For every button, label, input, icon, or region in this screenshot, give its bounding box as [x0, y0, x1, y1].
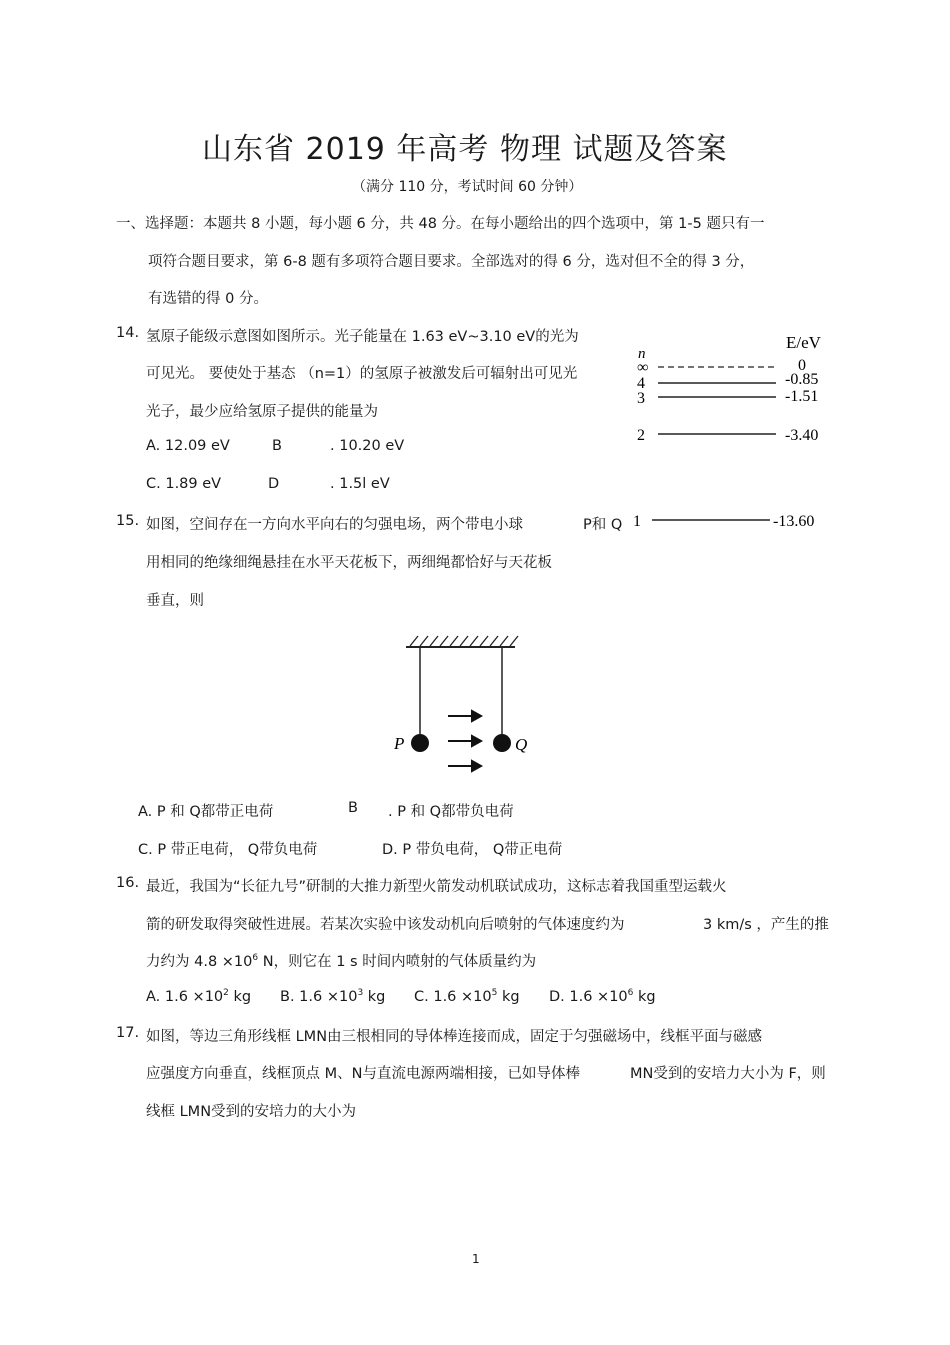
- option-c-unit: kg: [497, 988, 520, 1005]
- page-title: 山东省 2019 年高考 物理 试题及答案: [202, 132, 728, 167]
- question-17-line2-end: MN受到的安培力大小为 F，则: [630, 1066, 826, 1082]
- section-instructions-line3: 有选错的得 0 分。: [148, 291, 268, 307]
- level-energy-4: -0.85: [785, 371, 819, 388]
- question-15-line1-balls: P和 Q: [583, 517, 623, 533]
- question-15-option-b-letter: B: [348, 800, 358, 816]
- label-q: Q: [515, 735, 528, 754]
- question-14-line3: 光子，最少应给氢原子提供的能量为: [146, 404, 378, 420]
- question-16-line1: 最近，我国为“长征九号”研制的大推力新型火箭发动机联试成功，这标志着我国重型运载火: [146, 879, 727, 895]
- question-16-line2-end: 3 km/s ，产生的推: [703, 917, 829, 933]
- question-15-number: 15.: [116, 513, 140, 529]
- option-b-exponent: 3: [357, 988, 364, 998]
- level-label-2: 2: [637, 427, 645, 444]
- question-15-option-b: . P 和 Q都带负电荷: [388, 804, 514, 820]
- question-17-line2: 应强度方向垂直，线框顶点 M、N与直流电源两端相接，已如导体棒: [146, 1066, 580, 1082]
- question-15-option-c: C. P 带正电荷， Q带负电荷: [138, 842, 318, 858]
- option-d-value: D. 1.6 ×10: [549, 988, 628, 1005]
- label-p: P: [394, 734, 405, 753]
- question-17-line1: 如图，等边三角形线框 LMN由三根相同的导体棒连接而成，固定于匀强磁场中，线框平面与磁感: [146, 1029, 763, 1045]
- question-16-line3: [146, 950, 536, 971]
- option-a-exponent: 2: [223, 988, 229, 998]
- option-d-exponent: 6: [627, 988, 634, 998]
- option-a-unit: kg: [228, 988, 252, 1005]
- question-16-line2: 箭的研发取得突破性进展。若某次实验中该发动机向后喷射的气体速度约为: [146, 917, 625, 933]
- question-15-line1: 如图，空间存在一方向水平向右的匀强电场，两个带电小球: [146, 517, 523, 533]
- charged-spheres-figure: [380, 628, 550, 778]
- section-instructions-line1: 一、选择题：本题共 8 小题，每小题 6 分，共 48 分。在每小题给出的四个选项中，第 1-5 题只有一: [116, 216, 765, 232]
- energy-axis-label: E/eV: [786, 333, 821, 352]
- level-label-3: 3: [637, 390, 645, 407]
- section-instructions-line2: 项符合题目要求，第 6-8 题有多项符合题目要求。全部选对的得 6 分，选对但不全的得 3 分，: [148, 254, 755, 270]
- thrust-exponent: 6: [252, 953, 259, 964]
- level-label-1: 1: [633, 513, 641, 530]
- question-14-option-b-letter: B: [272, 438, 282, 454]
- question-14-option-a: A. 12.09 eV: [146, 438, 230, 454]
- sphere-p: [411, 734, 429, 752]
- exam-info: （满分 110 分，考试时间 60 分钟）: [352, 179, 583, 195]
- question-14-line2: 可见光。 要使处于基态 （n=1）的氢原子被激发后可辐射出可见光: [146, 366, 578, 382]
- level-energy-2: -3.40: [785, 427, 819, 444]
- question-14-option-c: C. 1.89 eV: [146, 476, 222, 492]
- question-15-option-d: D. P 带负电荷， Q带正电荷: [382, 842, 563, 858]
- sphere-q: [493, 734, 511, 752]
- question-16-number: 16.: [116, 875, 140, 891]
- question-17-number: 17.: [116, 1025, 140, 1041]
- option-b-value: B. 1.6 ×10: [280, 988, 358, 1005]
- option-c-exponent: 5: [491, 988, 498, 998]
- question-14-line1: 氢原子能级示意图如图所示。光子能量在 1.63 eV~3.10 eV的光为: [146, 329, 579, 345]
- option-d-unit: kg: [633, 988, 656, 1005]
- option-a-value: A. 1.6 ×10: [146, 988, 224, 1005]
- question-16-option-d: [549, 988, 656, 1005]
- level-label-infinity: ∞: [637, 359, 649, 376]
- question-14-option-d-letter: D: [268, 476, 280, 492]
- field-arrows: [448, 711, 481, 771]
- option-b-unit: kg: [363, 988, 386, 1005]
- level-label-4: 4: [637, 375, 645, 392]
- n-axis-label: n: [638, 346, 646, 362]
- page-number: 1: [472, 1252, 480, 1266]
- level-energy-3: -1.51: [785, 388, 819, 405]
- question-16-option-a: [146, 988, 251, 1005]
- level-energy-1: -13.60: [773, 513, 815, 530]
- thrust-value: 力约为 4.8 ×10: [146, 954, 253, 970]
- question-14-option-d: . 1.5l eV: [330, 476, 390, 492]
- question-14-option-b: . 10.20 eV: [330, 438, 405, 454]
- level-energy-infinity: 0: [798, 357, 806, 374]
- question-16-option-b: [280, 988, 385, 1005]
- energy-level-diagram: [628, 328, 838, 538]
- question-15-line3: 垂直，则: [146, 593, 204, 609]
- question-16-option-c: [414, 988, 520, 1005]
- question-17-line3: 线框 LMN受到的安培力的大小为: [146, 1104, 357, 1120]
- ceiling-hatching: [410, 636, 518, 646]
- question-16-line3-rest: N，则它在 1 s 时间内喷射的气体质量约为: [258, 954, 537, 970]
- question-15-line2: 用相同的绝缘细绳悬挂在水平天花板下，两细绳都恰好与天花板: [146, 555, 552, 571]
- question-15-option-a: A. P 和 Q都带正电荷: [138, 804, 274, 820]
- question-14-number: 14.: [116, 325, 140, 341]
- option-c-value: C. 1.6 ×10: [414, 988, 492, 1005]
